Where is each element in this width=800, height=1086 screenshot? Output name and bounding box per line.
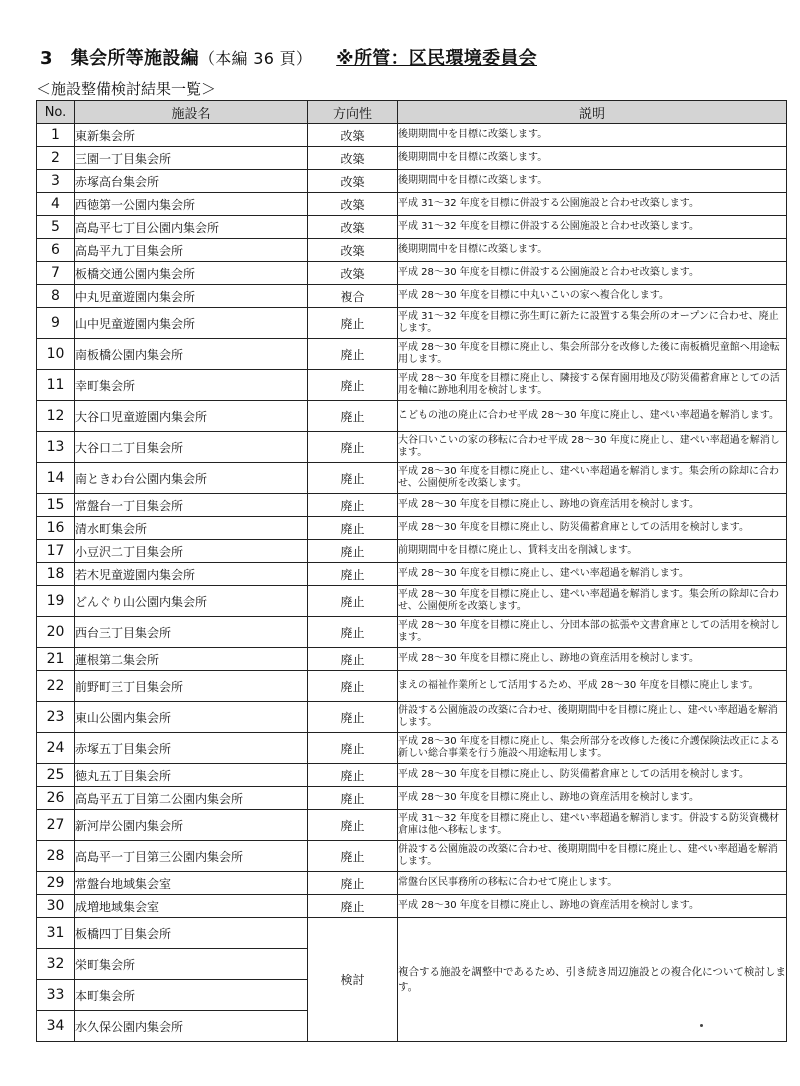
row-number: 10	[37, 339, 75, 370]
row-number: 15	[37, 494, 75, 517]
row-number: 20	[37, 617, 75, 648]
facility-name: 高島平九丁目集会所	[75, 239, 308, 262]
explanation: 後期期間中を目標に改築します。	[398, 147, 787, 170]
row-number: 21	[37, 648, 75, 671]
facility-name: 中丸児童遊園内集会所	[75, 285, 308, 308]
direction: 改築	[308, 216, 398, 239]
table-row	[37, 733, 787, 764]
row-number: 22	[37, 671, 75, 702]
page-title	[40, 44, 537, 70]
row-number: 18	[37, 563, 75, 586]
facility-name: 高島平七丁目公園内集会所	[75, 216, 308, 239]
facility-name: 蓮根第二集会所	[75, 648, 308, 671]
row-number: 24	[37, 733, 75, 764]
table-header-row	[37, 101, 787, 124]
direction: 廃止	[308, 895, 398, 918]
facility-name: 山中児童遊園内集会所	[75, 308, 308, 339]
facility-name: 大谷口二丁目集会所	[75, 432, 308, 463]
facility-name: 栄町集会所	[75, 949, 308, 980]
row-number: 32	[37, 949, 75, 980]
facility-name: 高島平五丁目第二公園内集会所	[75, 787, 308, 810]
direction: 廃止	[308, 540, 398, 563]
explanation: 平成 28～30 年度を目標に廃止し、建ぺい率超過を解消します。集会所の除却に合わせ、公園便所を改築します。	[398, 463, 787, 494]
row-number: 11	[37, 370, 75, 401]
explanation: 平成 31～32 年度を目標に弥生町に新たに設置する集会所のオープンに合わせ、廃止します。	[398, 308, 787, 339]
direction: 廃止	[308, 617, 398, 648]
table-row	[37, 262, 787, 285]
table-row	[37, 617, 787, 648]
explanation: 平成 28～30 年度を目標に廃止し、分団本部の拡張や文書倉庫としての活用を検討します。	[398, 617, 787, 648]
table-row	[37, 147, 787, 170]
table-row	[37, 494, 787, 517]
explanation: 平成 28～30 年度を目標に併設する公園施設と合わせ改築します。	[398, 262, 787, 285]
explanation: 平成 28～30 年度を目標に廃止し、跡地の資産活用を検討します。	[398, 494, 787, 517]
row-number: 9	[37, 308, 75, 339]
row-number: 1	[37, 124, 75, 147]
direction: 廃止	[308, 733, 398, 764]
facility-name: 若木児童遊園内集会所	[75, 563, 308, 586]
section-number: 3	[40, 48, 53, 69]
row-number: 2	[37, 147, 75, 170]
direction: 廃止	[308, 494, 398, 517]
table-row	[37, 285, 787, 308]
table-row	[37, 239, 787, 262]
table-row	[37, 895, 787, 918]
row-number: 3	[37, 170, 75, 193]
table-row	[37, 432, 787, 463]
table-row	[37, 540, 787, 563]
row-number: 12	[37, 401, 75, 432]
table-row	[37, 764, 787, 787]
row-number: 6	[37, 239, 75, 262]
explanation: 平成 28～30 年度を目標に廃止し、跡地の資産活用を検討します。	[398, 895, 787, 918]
row-number: 19	[37, 586, 75, 617]
row-number: 16	[37, 517, 75, 540]
facility-name: 清水町集会所	[75, 517, 308, 540]
facility-name: 高島平一丁目第三公園内集会所	[75, 841, 308, 872]
facility-name: どんぐり山公園内集会所	[75, 586, 308, 617]
direction: 廃止	[308, 586, 398, 617]
direction: 改築	[308, 193, 398, 216]
facility-name: 常盤台一丁目集会所	[75, 494, 308, 517]
column-header-name: 施設名	[75, 101, 308, 124]
explanation: 平成 31～32 年度を目標に併設する公園施設と合わせ改築します。	[398, 216, 787, 239]
explanation: 前期期間中を目標に廃止し、賃料支出を削減します。	[398, 540, 787, 563]
facility-name: 東新集会所	[75, 124, 308, 147]
section-title: 集会所等施設編	[70, 48, 199, 69]
explanation: まえの福祉作業所として活用するため、平成 28～30 年度を目標に廃止します。	[398, 671, 787, 702]
facility-name: 赤塚高台集会所	[75, 170, 308, 193]
row-number: 31	[37, 918, 75, 949]
column-header-direction: 方向性	[308, 101, 398, 124]
facility-name: 前野町三丁目集会所	[75, 671, 308, 702]
row-number: 4	[37, 193, 75, 216]
direction: 改築	[308, 147, 398, 170]
direction: 廃止	[308, 764, 398, 787]
table-row	[37, 702, 787, 733]
group-explanation: 複合する施設を調整中であるため、引き続き周辺施設との複合化について検討します。	[398, 918, 787, 1042]
direction: 改築	[308, 170, 398, 193]
table-row	[37, 563, 787, 586]
explanation: 平成 28～30 年度を目標に廃止し、建ぺい率超過を解消します。集会所の除却に合わせ、公園便所を改築します。	[398, 586, 787, 617]
direction: 廃止	[308, 339, 398, 370]
facility-name: 徳丸五丁目集会所	[75, 764, 308, 787]
direction: 廃止	[308, 787, 398, 810]
table-row	[37, 841, 787, 872]
table-row	[37, 787, 787, 810]
direction: 廃止	[308, 401, 398, 432]
explanation: 常盤台区民事務所の移転に合わせて廃止します。	[398, 872, 787, 895]
explanation: 併設する公園施設の改築に合わせ、後期期間中を目標に廃止し、建ぺい率超過を解消します。	[398, 702, 787, 733]
row-number: 7	[37, 262, 75, 285]
facility-name: 赤塚五丁目集会所	[75, 733, 308, 764]
direction: 廃止	[308, 841, 398, 872]
table-row	[37, 170, 787, 193]
direction: 廃止	[308, 308, 398, 339]
column-header-explanation: 説明	[398, 101, 787, 124]
row-number: 30	[37, 895, 75, 918]
table-row	[37, 872, 787, 895]
column-header-no: No.	[37, 101, 75, 124]
facility-name: 新河岸公園内集会所	[75, 810, 308, 841]
explanation: 平成 31～32 年度を目標に廃止し、建ぺい率超過を解消します。併設する防災資機材倉庫は他へ移転します。	[398, 810, 787, 841]
explanation: 大谷口いこいの家の移転に合わせ平成 28～30 年度に廃止し、建ぺい率超過を解消します。	[398, 432, 787, 463]
row-number: 33	[37, 980, 75, 1011]
table-row	[37, 463, 787, 494]
direction: 改築	[308, 124, 398, 147]
table-row	[37, 124, 787, 147]
table-row	[37, 370, 787, 401]
row-number: 5	[37, 216, 75, 239]
direction: 複合	[308, 285, 398, 308]
facility-name: 南板橋公園内集会所	[75, 339, 308, 370]
direction: 廃止	[308, 517, 398, 540]
facility-name: 本町集会所	[75, 980, 308, 1011]
table-row	[37, 339, 787, 370]
section-ref: （本編 36 頁）	[198, 49, 313, 68]
facility-name: 東山公園内集会所	[75, 702, 308, 733]
direction: 廃止	[308, 702, 398, 733]
scan-speck	[700, 1024, 703, 1027]
row-number: 29	[37, 872, 75, 895]
direction: 廃止	[308, 463, 398, 494]
table-row	[37, 671, 787, 702]
explanation: 平成 28～30 年度を目標に廃止し、防災備蓄倉庫としての活用を検討します。	[398, 517, 787, 540]
explanation: 平成 28～30 年度を目標に中丸いこいの家へ複合化します。	[398, 285, 787, 308]
row-number: 28	[37, 841, 75, 872]
explanation: 後期期間中を目標に改築します。	[398, 170, 787, 193]
explanation: 平成 31～32 年度を目標に併設する公園施設と合わせ改築します。	[398, 193, 787, 216]
direction: 廃止	[308, 370, 398, 401]
facility-name: 西徳第一公園内集会所	[75, 193, 308, 216]
table-row	[37, 810, 787, 841]
explanation: 後期期間中を目標に改築します。	[398, 239, 787, 262]
facility-name: 西台三丁目集会所	[75, 617, 308, 648]
row-number: 23	[37, 702, 75, 733]
table-row	[37, 401, 787, 432]
row-number: 27	[37, 810, 75, 841]
direction: 廃止	[308, 810, 398, 841]
explanation: こどもの池の廃止に合わせ平成 28～30 年度に廃止し、建ぺい率超過を解消します。	[398, 401, 787, 432]
explanation: 平成 28～30 年度を目標に廃止し、集会所部分を改修した後に南板橋児童館へ用途転用します。	[398, 339, 787, 370]
facility-name: 南ときわ台公園内集会所	[75, 463, 308, 494]
direction: 廃止	[308, 648, 398, 671]
facility-name: 三園一丁目集会所	[75, 147, 308, 170]
row-number: 17	[37, 540, 75, 563]
table-row	[37, 193, 787, 216]
table-caption: ＜施設整備検討結果一覧＞	[36, 80, 217, 98]
table-row	[37, 586, 787, 617]
group-direction: 検討	[308, 918, 398, 1042]
owner-committee: ※所管：区民環境委員会	[336, 48, 537, 69]
row-number: 26	[37, 787, 75, 810]
facility-name: 板橋交通公園内集会所	[75, 262, 308, 285]
explanation: 平成 28～30 年度を目標に廃止し、隣接する保育園用地及び防災備蓄倉庫としての活用を軸に跡地利用を検討します。	[398, 370, 787, 401]
explanation: 平成 28～30 年度を目標に廃止し、防災備蓄倉庫としての活用を検討します。	[398, 764, 787, 787]
facility-name: 幸町集会所	[75, 370, 308, 401]
facility-review-table	[36, 100, 787, 1042]
direction: 廃止	[308, 563, 398, 586]
table-row	[37, 308, 787, 339]
facility-name: 板橋四丁目集会所	[75, 918, 308, 949]
explanation: 平成 28～30 年度を目標に廃止し、跡地の資産活用を検討します。	[398, 648, 787, 671]
row-number: 14	[37, 463, 75, 494]
row-number: 13	[37, 432, 75, 463]
row-number: 25	[37, 764, 75, 787]
explanation: 併設する公園施設の改築に合わせ、後期期間中を目標に廃止し、建ぺい率超過を解消します。	[398, 841, 787, 872]
explanation: 平成 28～30 年度を目標に廃止し、建ぺい率超過を解消します。	[398, 563, 787, 586]
explanation: 後期期間中を目標に改築します。	[398, 124, 787, 147]
row-number: 34	[37, 1011, 75, 1042]
row-number: 8	[37, 285, 75, 308]
table-row	[37, 517, 787, 540]
table-row	[37, 216, 787, 239]
facility-name: 水久保公園内集会所	[75, 1011, 308, 1042]
explanation: 平成 28～30 年度を目標に廃止し、集会所部分を改修した後に介護保険法改正による新しい総合事業を行う施設へ用途転用します。	[398, 733, 787, 764]
facility-name: 常盤台地域集会室	[75, 872, 308, 895]
direction: 廃止	[308, 432, 398, 463]
direction: 廃止	[308, 872, 398, 895]
table-row	[37, 648, 787, 671]
explanation: 平成 28～30 年度を目標に廃止し、跡地の資産活用を検討します。	[398, 787, 787, 810]
facility-name: 大谷口児童遊園内集会所	[75, 401, 308, 432]
direction: 廃止	[308, 671, 398, 702]
facility-name: 小豆沢二丁目集会所	[75, 540, 308, 563]
table-row	[37, 918, 787, 949]
facility-name: 成増地域集会室	[75, 895, 308, 918]
direction: 改築	[308, 262, 398, 285]
direction: 改築	[308, 239, 398, 262]
